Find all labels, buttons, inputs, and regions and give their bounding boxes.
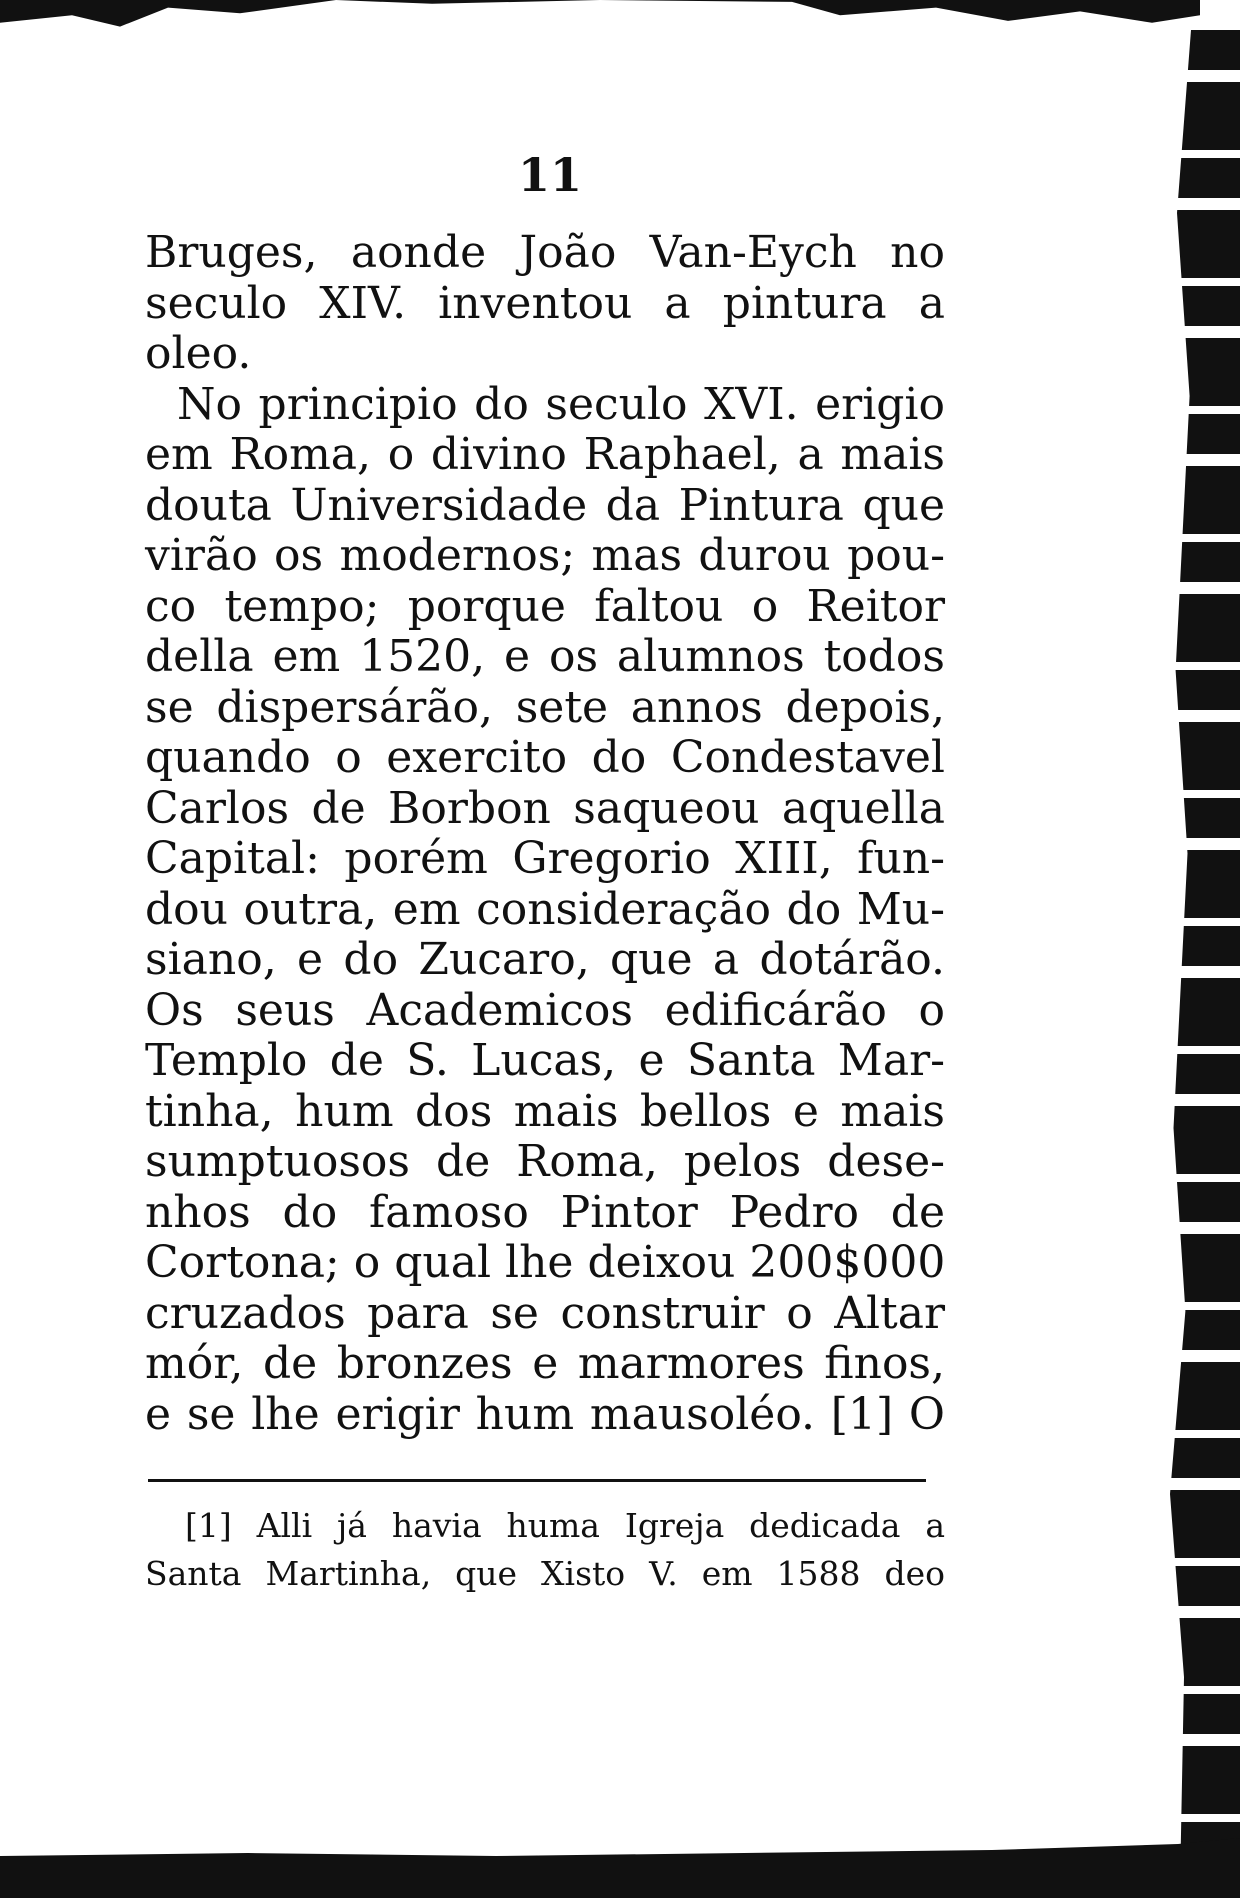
- scan-border-bottom: [0, 1838, 1240, 1898]
- footnote-divider: [148, 1479, 926, 1482]
- body-text: [145, 228, 945, 1440]
- text-line: sumptuosos de Roma, pelos dese-: [145, 1136, 945, 1187]
- text-line: tinha, hum dos mais bellos e mais: [145, 1085, 945, 1137]
- text-line: mór, de bronzes e marmores finos,: [145, 1338, 945, 1389]
- text-line: virão os modernos; mas durou pou-: [145, 530, 945, 581]
- text-line: cruzados para se construir o Altar: [145, 1287, 945, 1339]
- text-line: co tempo; porque faltou o Reitor: [145, 580, 945, 632]
- text-line: oleo.: [145, 328, 252, 379]
- text-line: seculo XIV. inventou a pintura a: [145, 277, 945, 329]
- text-line: e se lhe erigir hum mausoléo. [1] O: [145, 1388, 945, 1440]
- text-line: Cortona; o qual lhe deixou 200$000: [145, 1237, 946, 1288]
- text-line: Templo de S. Lucas, e Santa Mar-: [145, 1035, 945, 1086]
- text-line: Os seus Academicos edificárão o: [145, 984, 945, 1036]
- scan-border-right: [1170, 30, 1240, 1860]
- footnote: [145, 1502, 945, 1598]
- footnote-line: Santa Martinha, que Xisto V. em 1588 deo: [145, 1554, 945, 1593]
- text-line: siano, e do Zucaro, que a dotárão.: [145, 934, 945, 985]
- text-line: dou outra, em consideração do Mu-: [145, 883, 945, 935]
- page-number: 11: [517, 148, 582, 202]
- text-line: nhos do famoso Pintor Pedro de: [145, 1186, 945, 1238]
- text-line: Bruges, aonde João Van-Eych no: [145, 227, 945, 278]
- text-line: quando o exercito do Condestavel: [145, 732, 945, 783]
- text-line: No principio do seculo XVI. erigio: [177, 378, 945, 430]
- footnote-line: [1] Alli já havia huma Igreja dedicada a: [185, 1506, 945, 1545]
- text-line: se dispersárão, sete annos depois,: [145, 681, 945, 733]
- text-line: Capital: porém Gregorio XIII, fun-: [145, 833, 945, 884]
- text-line: della em 1520, e os alumnos todos: [145, 631, 945, 682]
- scan-border-top: [0, 0, 1200, 38]
- text-line: em Roma, o divino Raphael, a mais: [145, 429, 945, 480]
- text-line: Carlos de Borbon saqueou aquella: [145, 782, 945, 834]
- text-line: douta Universidade da Pintura que: [145, 479, 945, 531]
